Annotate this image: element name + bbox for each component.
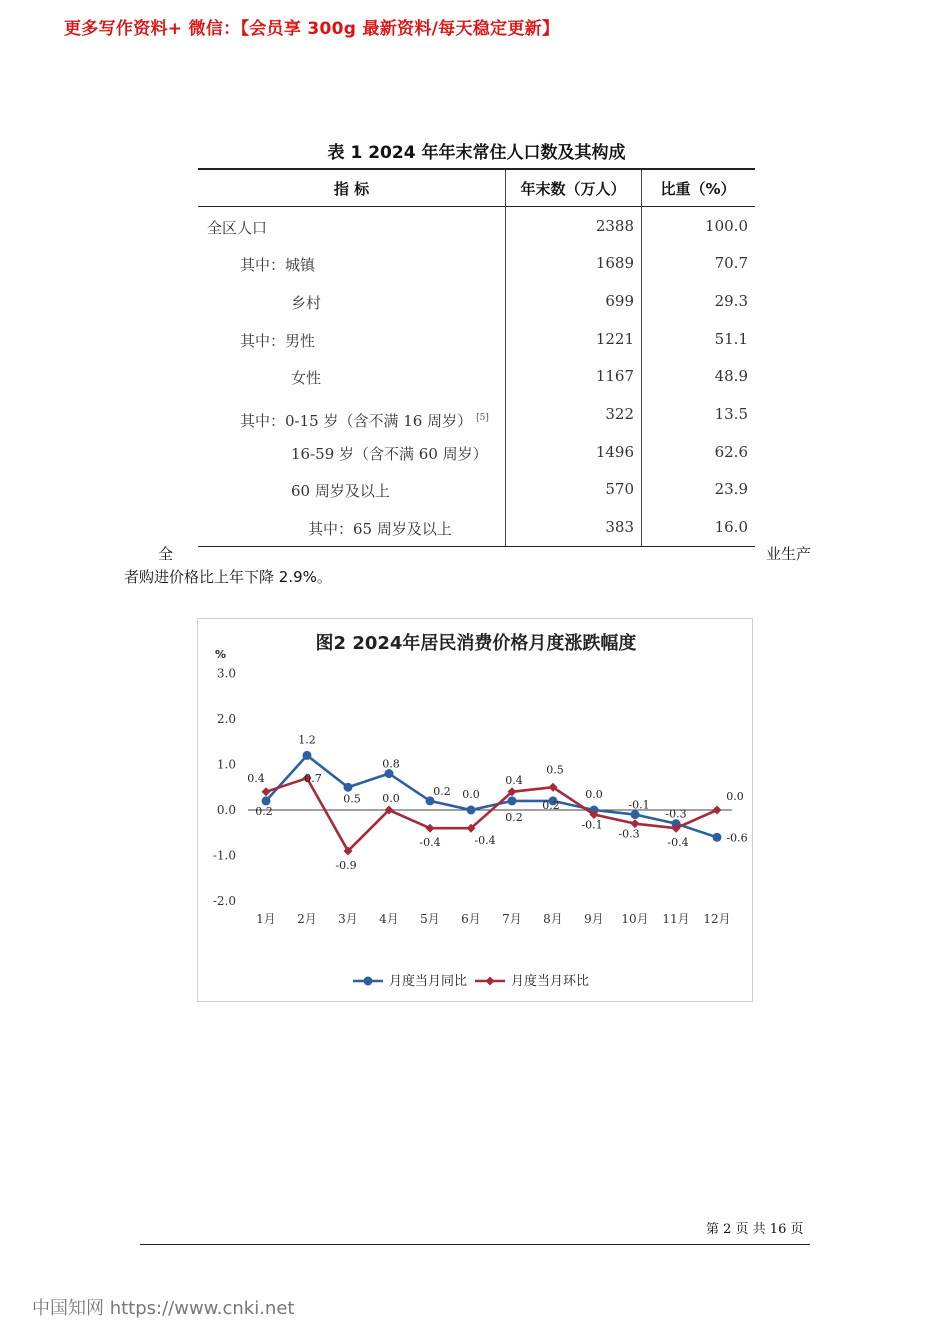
y-tick-label: 0.0 (216, 803, 236, 817)
table-header-rule (198, 206, 755, 207)
data-label: -0.4 (667, 836, 689, 850)
paragraph-line2: 者购进价格比上年下降 2.9%。 (124, 568, 332, 586)
x-tick-label: 1月 (256, 912, 276, 926)
data-label: 0.4 (247, 771, 265, 785)
chart-svg (198, 619, 752, 1001)
row-label: 60 周岁及以上 (291, 482, 390, 500)
row-value: 1689 (595, 254, 634, 272)
legend-label: 月度当月环比 (511, 974, 590, 989)
legend-marker (486, 977, 495, 986)
legend-marker (364, 977, 373, 986)
table-col-divider (641, 170, 642, 546)
data-label: -0.9 (335, 858, 357, 872)
row-label: 全区人口 (207, 219, 268, 237)
data-point (508, 796, 517, 805)
row-label: 乡村 (291, 294, 322, 312)
y-tick-label: 1.0 (216, 757, 236, 772)
chart-title: 图2 2024年居民消费价格月度涨跌幅度 (315, 633, 637, 654)
data-point (344, 783, 353, 792)
data-point (467, 806, 476, 815)
table-top-rule (198, 168, 755, 170)
data-label: 0.0 (462, 788, 480, 801)
row-share: 62.6 (714, 443, 748, 461)
y-tick-label: 3.0 (216, 666, 236, 681)
data-point (713, 806, 722, 815)
data-label: 1.2 (298, 733, 316, 747)
data-label: 0.2 (542, 798, 560, 812)
x-tick-label: 4月 (379, 912, 399, 926)
data-label: -0.3 (618, 827, 640, 841)
x-tick-label: 10月 (621, 912, 649, 926)
paragraph-line1-end: 业生产 (766, 545, 812, 563)
row-label: 女性 (291, 369, 322, 387)
row-label: 16-59 岁（含不满 60 周岁） (291, 445, 488, 463)
x-tick-label: 5月 (420, 912, 440, 926)
data-label: 0.5 (343, 792, 361, 806)
data-label: 0.7 (304, 772, 322, 786)
row-value: 1221 (595, 330, 634, 348)
row-value: 699 (605, 292, 634, 310)
data-point (262, 787, 271, 796)
data-label: 0.8 (382, 757, 400, 771)
table-title: 表 1 2024 年年末常住人口数及其构成 (327, 143, 626, 163)
y-unit-label: % (215, 648, 227, 661)
x-tick-label: 3月 (338, 912, 358, 926)
header-share: 比重（%） (660, 180, 736, 198)
data-label: 0.2 (505, 810, 523, 824)
x-tick-label: 11月 (662, 912, 690, 926)
header-year-end: 年末数（万人） (520, 180, 626, 198)
header-indicator: 指 标 (333, 180, 370, 198)
row-value: 383 (605, 518, 634, 536)
data-label: 0.0 (585, 788, 603, 801)
paragraph-line1-start: 全 (158, 545, 174, 563)
cnki-watermark: 中国知网 https://www.cnki.net (32, 1298, 295, 1319)
data-label: -0.4 (474, 834, 496, 848)
row-label: 其中：男性 (240, 332, 316, 350)
x-tick-label: 8月 (543, 912, 563, 926)
row-share: 70.7 (714, 254, 748, 272)
cpi-chart (197, 618, 753, 1002)
footer-rule (140, 1244, 810, 1245)
row-label: 其中：城镇 (240, 256, 316, 274)
population-table (198, 128, 755, 548)
row-share: 29.3 (714, 292, 748, 310)
row-value: 1167 (595, 367, 634, 385)
x-tick-label: 12月 (703, 912, 731, 926)
row-value: 322 (605, 405, 634, 423)
page-number: 第 2 页 共 16 页 (706, 1222, 804, 1237)
data-label: 0.2 (433, 784, 451, 798)
footnote-ref: [5] (476, 413, 489, 423)
data-label: 0.4 (505, 773, 523, 787)
data-point (426, 824, 435, 833)
data-label: 0.0 (382, 792, 400, 805)
y-tick-label: -2.0 (212, 894, 236, 908)
legend-label: 月度当月同比 (389, 974, 468, 989)
row-share: 23.9 (714, 480, 748, 498)
data-label: -0.4 (419, 836, 441, 850)
x-tick-label: 9月 (584, 912, 604, 926)
data-label: -0.1 (581, 818, 603, 832)
data-label: -0.3 (665, 807, 687, 821)
data-label: 0.0 (726, 790, 744, 803)
row-label: 其中：0-15 岁（含不满 16 周岁） [5] (240, 412, 489, 430)
data-label: -0.1 (628, 798, 650, 812)
table-col-divider (505, 170, 506, 546)
data-point (713, 833, 722, 842)
row-share: 16.0 (714, 518, 748, 536)
x-tick-label: 7月 (502, 912, 522, 926)
row-share: 13.5 (714, 405, 748, 423)
x-tick-label: 2月 (297, 912, 317, 926)
data-label: 0.5 (546, 763, 564, 777)
row-share: 48.9 (714, 367, 748, 385)
y-tick-label: 2.0 (216, 712, 236, 726)
data-point (303, 751, 312, 760)
row-label: 其中：65 周岁及以上 (308, 520, 452, 538)
table-bottom-rule (198, 546, 755, 547)
promo-banner: 更多写作资料+ 微信：【会员享 300g 最新资料/每天稳定更新】 (64, 19, 560, 39)
data-label: 0.2 (255, 804, 273, 818)
x-tick-label: 6月 (461, 912, 481, 926)
row-value: 570 (605, 480, 634, 498)
row-value: 1496 (595, 443, 634, 461)
row-share: 100.0 (705, 217, 748, 235)
row-value: 2388 (595, 217, 634, 235)
row-share: 51.1 (714, 330, 748, 348)
data-label: -0.6 (726, 831, 748, 845)
y-tick-label: -1.0 (212, 848, 236, 863)
